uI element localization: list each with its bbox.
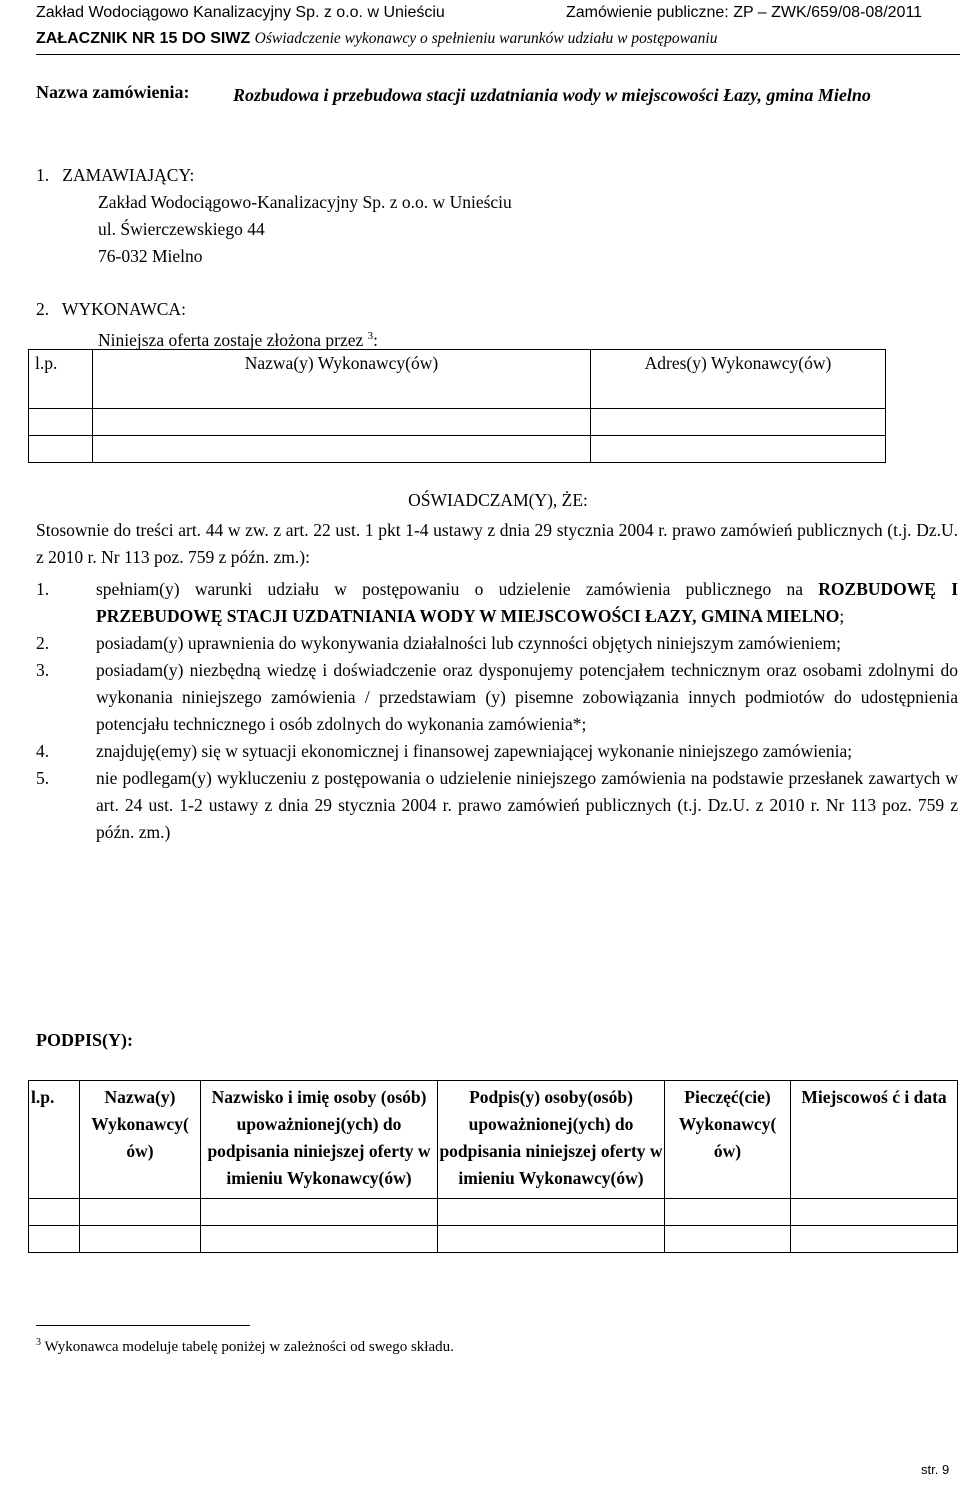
section-contractor	[36, 296, 378, 354]
list-item: 3. posiadam(y) niezbędną wiedzę i doświadczenie oraz dysponujemy potencjałem technicznym oraz osobami zdolnymi do wykonania niniejszego zamówienia / przedstawiam (y) pisemne zobowiązania innych podmiotów do udostępnienia potencjału technicznego i osób zdolnych do wykonania zamówienia*;	[36, 660, 958, 734]
ordering-party-name: Zakład Wodociągowo-Kanalizacyjny Sp. z o.o. w Unieściu	[98, 192, 512, 212]
col-header-place-date: Miejscowoś ć i data	[791, 1081, 958, 1199]
table-cell[interactable]	[29, 409, 93, 436]
footnote	[36, 1337, 454, 1356]
header-tender-number: Zamówienie publiczne: ZP – ZWK/659/08-08/2011	[566, 4, 923, 21]
table-cell[interactable]	[201, 1199, 438, 1226]
section-ordering-party	[36, 162, 512, 270]
list-item: 1. spełniam(y) warunki udziału w postępowaniu o udzielenie zamówienia publicznego na ROZBUDOWĘ I PRZEBUDOWĘ STACJI UZDATNIANIA WODY W MIEJSCOWOŚCI ŁAZY, GMINA MIELNO;	[36, 579, 959, 626]
table-cell[interactable]	[438, 1226, 665, 1253]
col-header-contractor-address: Adres(y) Wykonawcy(ów)	[591, 350, 886, 409]
table-cell[interactable]	[29, 1226, 80, 1253]
col-header-stamp: Pieczęć(cie) Wykonawcy( ów)	[665, 1081, 791, 1199]
list-item: 5. nie podlegam(y) wykluczeniu z postępowania o udzielenie niniejszego zamówienia na podstawie przesłanek zawartych w art. 24 ust. 1-2 ustawy z dnia 29 stycznia 2004 r. prawo zamówień publicznych (t.j. Dz.U. z 2010 r. Nr 113 poz. 759 z późn. zm.)	[36, 768, 958, 842]
signatures-table	[28, 1080, 958, 1253]
list-item: 4. znajduję(emy) się w sytuacji ekonomicznej i finansowej zapewniającej wykonanie niniejszego zamówienia;	[36, 741, 853, 761]
table-cell[interactable]	[29, 436, 93, 463]
col-header-signature: Podpis(y) osoby(osób) upoważnionej(ych) do podpisania niniejszej oferty w imieniu Wykonawcy(ów)	[438, 1081, 665, 1199]
page-number: str. 9	[921, 1462, 950, 1477]
footnote-text: Wykonawca modeluje tabelę poniżej w zależności od swego składu.	[41, 1339, 454, 1355]
attachment-subtitle: Oświadczenie wykonawcy o spełnieniu warunków udziału w postępowaniu	[254, 30, 718, 47]
header-divider	[36, 54, 960, 55]
table-cell[interactable]	[80, 1226, 201, 1253]
signatures-heading: PODPIS(Y):	[36, 1030, 133, 1050]
table-cell[interactable]	[29, 1199, 80, 1226]
col-header-contractor-name: Nazwa(y) Wykonawcy(ów)	[93, 350, 591, 409]
ordering-party-street: ul. Świerczewskiego 44	[98, 219, 265, 239]
col-header-contractor-name: Nazwa(y) Wykonawcy( ów)	[80, 1081, 201, 1199]
declaration-list	[36, 576, 958, 846]
ordering-party-city: 76-032 Mielno	[98, 246, 203, 266]
page-header	[36, 0, 960, 26]
attachment-number: ZAŁACZNIK NR 15 DO SIWZ	[36, 30, 251, 47]
declaration-title: OŚWIADCZAM(Y), ŻE:	[408, 490, 588, 510]
table-cell[interactable]	[791, 1199, 958, 1226]
table-cell[interactable]	[438, 1199, 665, 1226]
contractor-table	[28, 349, 886, 463]
ordering-party-heading: 1. ZAMAWIAJĄCY:	[36, 165, 195, 185]
contractor-heading: 2. WYKONAWCA:	[36, 299, 186, 319]
table-cell[interactable]	[591, 409, 886, 436]
table-cell[interactable]	[591, 436, 886, 463]
col-header-lp: l.p.	[29, 350, 93, 409]
table-cell[interactable]	[665, 1199, 791, 1226]
header-company: Zakład Wodociągowo Kanalizacyjny Sp. z o.o. w Unieściu	[36, 4, 445, 21]
footnote-number: 3	[36, 1337, 41, 1348]
contractor-intro: Niniejsza oferta zostaje złożona przez $^3$:	[98, 329, 379, 350]
table-cell[interactable]	[93, 409, 591, 436]
order-name-value: Rozbudowa i przebudowa stacji uzdatniania wody w miejscowości Łazy, gmina Mielno	[233, 85, 871, 105]
table-cell[interactable]	[791, 1226, 958, 1253]
list-item: 2. posiadam(y) uprawnienia do wykonywania działalności lub czynności objętych niniejszym zamówieniem;	[36, 633, 841, 653]
table-cell[interactable]	[665, 1226, 791, 1253]
col-header-authorized-person: Nazwisko i imię osoby (osób) upoważnionej(ych) do podpisania niniejszej oferty w imieniu Wykonawcy(ów)	[201, 1081, 438, 1199]
col-header-lp: l.p.	[29, 1081, 80, 1199]
footnote-ref: 3	[367, 330, 374, 342]
declaration-intro: Stosownie do treści art. 44 w zw. z art. 22 ust. 1 pkt 1-4 ustawy z dnia 29 stycznia 2004 r. prawo zamówień publicznych (t.j. Dz.U. z 2010 r. Nr 113 poz. 759 z późn. zm.):	[36, 520, 958, 567]
table-cell[interactable]	[93, 436, 591, 463]
table-cell[interactable]	[201, 1226, 438, 1253]
order-name-label: Nazwa zamówienia:	[36, 82, 190, 102]
attachment-title	[36, 30, 718, 48]
footnote-divider	[36, 1325, 250, 1326]
project-name: ROZBUDOWĘ I PRZEBUDOWĘ STACJI UZDATNIANIA WODY W MIEJSCOWOŚCI ŁAZY, GMINA MIELNO	[96, 579, 959, 626]
table-cell[interactable]	[80, 1199, 201, 1226]
